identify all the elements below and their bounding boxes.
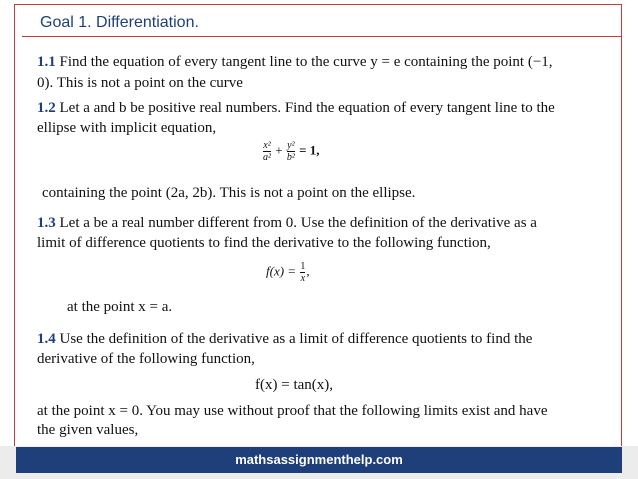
problem-1-2	[37, 99, 555, 119]
tan-formula: f(x) = tan(x),	[255, 377, 334, 393]
problem-1-4-after: at the point x = 0. You may use without proof that the following limits exist and have	[37, 403, 548, 419]
eq-y-num: y²	[287, 140, 295, 151]
problem-1-2-after: containing the point (2a, 2b). This is not a point on the ellipse.	[42, 185, 416, 201]
eq-f-tail: ,	[306, 263, 310, 279]
eq-x-den: a²	[263, 152, 271, 163]
problem-1-3-after: at the point x = a.	[67, 299, 173, 315]
problem-number: 1.1	[37, 54, 56, 70]
problem-number: 1.4	[37, 331, 56, 347]
problem-1-4	[37, 330, 532, 350]
footer-website: mathsassignmenthelp.com	[235, 452, 403, 467]
problem-1-2-cont: ellipse with implicit equation,	[37, 120, 217, 136]
eq-y-den: b²	[286, 152, 295, 163]
problem-1-1-cont: 0). This is not a point on the curve	[37, 75, 243, 91]
problem-number: 1.2	[37, 100, 56, 116]
problem-text: Let a and b be positive real numbers. Find the equation of every tangent line to the	[55, 100, 555, 116]
eq-f-lhs: f(x) =	[266, 263, 297, 279]
eq-f-num: 1	[300, 261, 306, 272]
problem-1-1	[37, 53, 553, 73]
eq-x-num: x²	[263, 140, 271, 151]
problem-text: Find the equation of every tangent line to the curve y = e containing the point (−1,	[55, 54, 553, 70]
eq-rhs: = 1,	[299, 142, 320, 158]
title-divider	[22, 36, 622, 37]
problem-1-4-after2: the given values,	[37, 422, 139, 438]
function-equation	[266, 261, 310, 284]
eq-f-den: x	[300, 273, 306, 284]
problem-1-3	[37, 214, 537, 234]
ellipse-equation	[262, 140, 320, 163]
problem-text: Let a be a real number different from 0. Use the definition of the derivative as a	[55, 215, 537, 231]
problem-1-3-cont: limit of difference quotients to find the derivative to the following function,	[37, 235, 491, 251]
eq-plus: +	[275, 142, 283, 158]
problem-number: 1.3	[37, 215, 56, 231]
problem-1-4-cont: derivative of the following function,	[37, 351, 255, 367]
slide-title: Goal 1. Differentiation.	[40, 14, 199, 31]
problem-text: Use the definition of the derivative as a limit of difference quotients to find the	[55, 331, 533, 347]
